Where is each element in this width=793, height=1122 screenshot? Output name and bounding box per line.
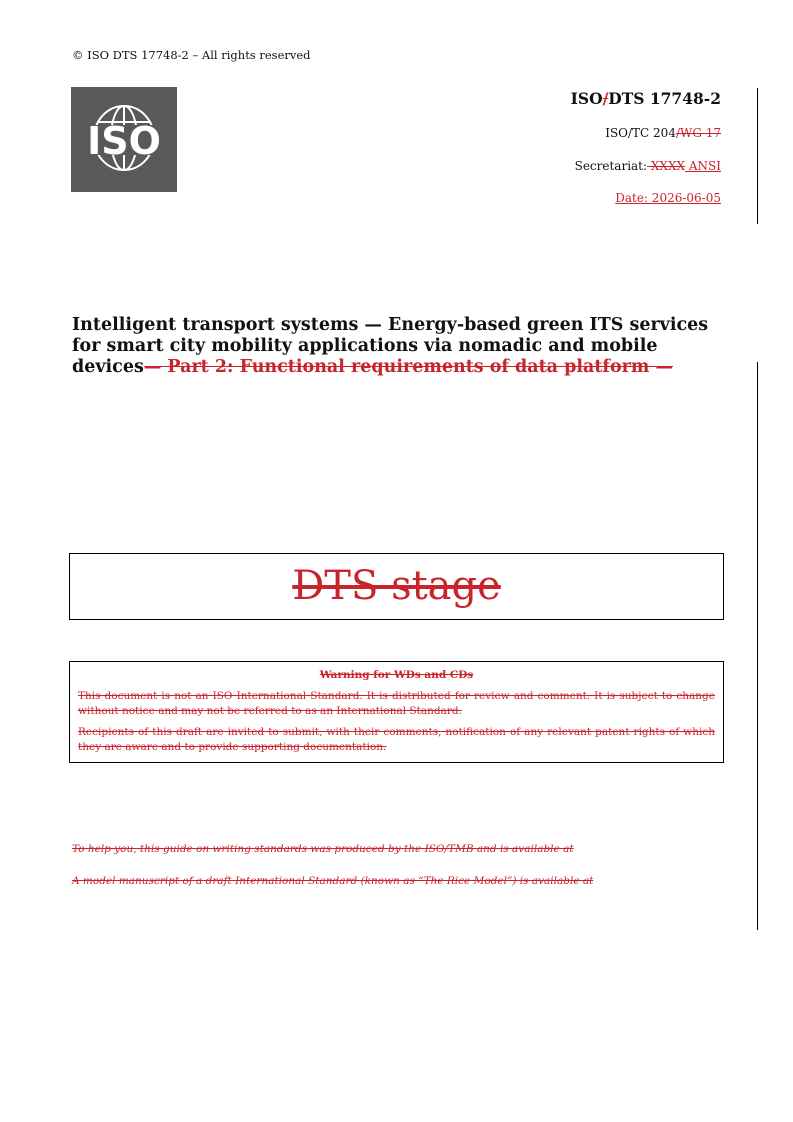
- doc-suffix: DTS 17748-2: [608, 89, 721, 108]
- warning-box: [69, 661, 724, 763]
- change-bar: [757, 88, 758, 224]
- document-title: [72, 315, 732, 378]
- title-main: Intelligent transport systems — Energy-based green ITS services for smart city mobility applications via nomadic and mobile devices: [72, 315, 709, 377]
- warning-paragraph: This document is not an ISO International Standard. It is distributed for review and comment. It is subject to change without notice and may not be referred to as an International Standard.: [78, 690, 715, 717]
- stage-label: DTS stage: [292, 563, 501, 609]
- title-deleted: — Part 2: Functional requirements of data platform —: [143, 357, 673, 377]
- iso-logo-icon: [71, 87, 177, 192]
- document-date: Date: 2026-06-05: [615, 191, 721, 205]
- secretariat: [575, 159, 721, 173]
- warning-paragraph: Recipients of this draft are invited to submit, with their comments, notification of any relevant patent rights of which they are aware and to provide supporting documentation.: [78, 726, 715, 753]
- document-number: [571, 89, 721, 108]
- secretariat-label: Secretariat:: [574, 159, 648, 173]
- stage-box: [69, 553, 724, 620]
- copyright-notice: © ISO DTS 17748-2 – All rights reserved: [72, 48, 311, 62]
- secretariat-deleted: XXXX: [647, 159, 686, 173]
- committee-reference: [605, 126, 721, 140]
- committee-deleted: /WG 17: [675, 126, 721, 140]
- warning-heading: Warning for WDs and CDs: [319, 669, 474, 681]
- secretariat-inserted: ANSI: [685, 159, 721, 173]
- change-bar: [757, 362, 758, 930]
- model-note: A model manuscript of a draft International Standard (known as “The Rice Model”) is available at: [72, 875, 594, 887]
- doc-separator-deleted: /: [602, 89, 609, 108]
- committee: ISO/TC 204: [605, 126, 676, 140]
- iso-logo: [71, 87, 177, 192]
- iso-logo-text: ISO: [87, 119, 161, 163]
- doc-prefix: ISO: [570, 89, 603, 108]
- guide-note: To help you, this guide on writing standards was produced by the ISO/TMB and is available at: [72, 843, 574, 855]
